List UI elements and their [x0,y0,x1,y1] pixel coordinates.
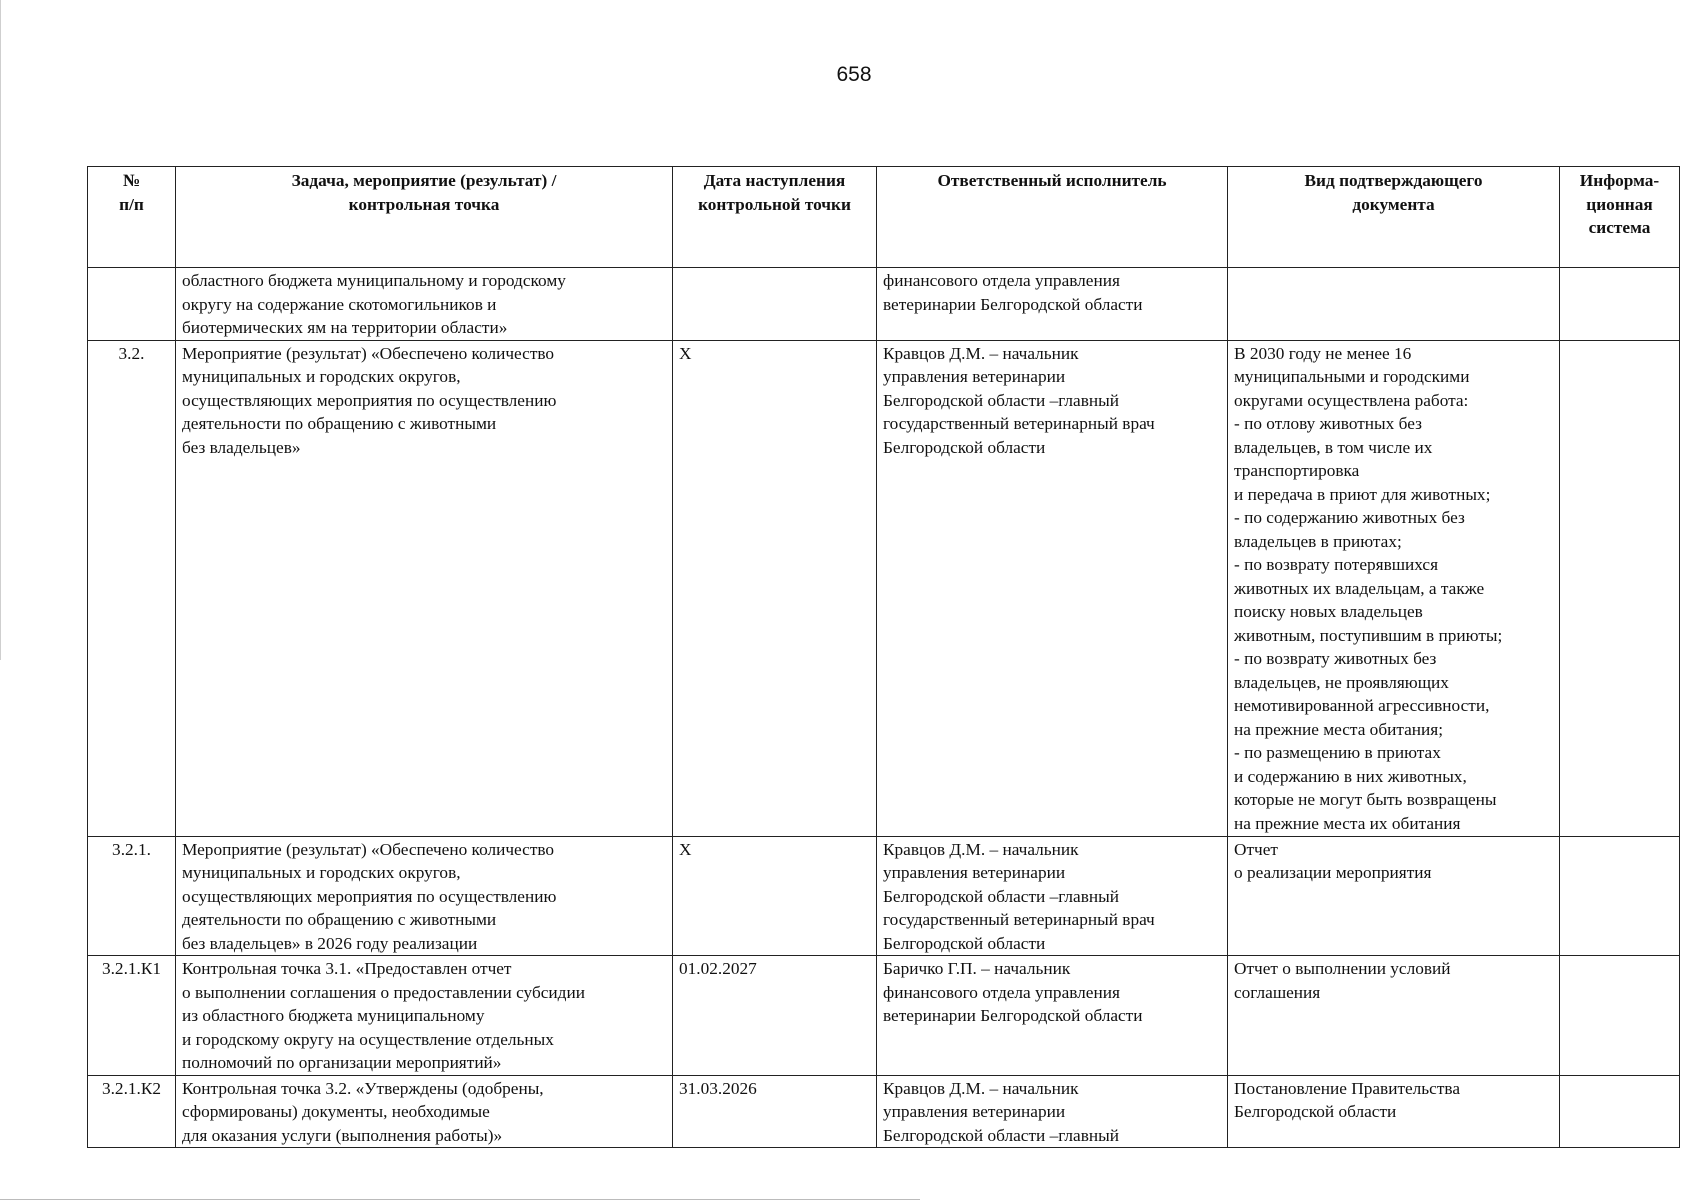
row-system [1560,836,1680,956]
row-date [673,268,877,341]
row-task: Мероприятие (результат) «Обеспечено количество муниципальных и городских округов, осуществляющих мероприятия по осуществлению деятельности по обращению с животными без владельцев» [176,340,673,836]
row-number: 3.2.1.К2 [88,1075,176,1148]
header-executor: Ответственный исполнитель [877,167,1228,268]
row-system [1560,1075,1680,1148]
row-task: областного бюджета муниципальному и городскому округу на содержание скотомогильников и биотермических ям на территории области» [176,268,673,341]
control-points-table [87,166,1680,1148]
table-header-row [88,167,1680,268]
row-task: Контрольная точка 3.2. «Утверждены (одобрены, сформированы) документы, необходимые для оказания услуги (выполнения работы)» [176,1075,673,1148]
table-row [88,268,1680,341]
header-date: Дата наступления контрольной точки [673,167,877,268]
row-system [1560,268,1680,341]
row-date: X [673,340,877,836]
table-row [88,956,1680,1076]
header-number: № п/п [88,167,176,268]
row-document [1228,268,1560,341]
table-row [88,836,1680,956]
row-executor: Кравцов Д.М. – начальник управления ветеринарии Белгородской области –главный государственный ветеринарный врач Белгородской области [877,836,1228,956]
row-document: Постановление Правительства Белгородской области [1228,1075,1560,1148]
row-document: Отчет о реализации мероприятия [1228,836,1560,956]
row-executor: Баричко Г.П. – начальник финансового отдела управления ветеринарии Белгородской области [877,956,1228,1076]
row-date: X [673,836,877,956]
row-date: 31.03.2026 [673,1075,877,1148]
table-row [88,1075,1680,1148]
row-number: 3.2.1. [88,836,176,956]
page-number: 658 [836,63,872,86]
row-executor: Кравцов Д.М. – начальник управления ветеринарии Белгородской области –главный государственный ветеринарный врач Белгородской области [877,340,1228,836]
table-row [88,340,1680,836]
row-number: 3.2.1.К1 [88,956,176,1076]
row-number: 3.2. [88,340,176,836]
row-number [88,268,176,341]
header-system: Информа- ционная система [1560,167,1680,268]
row-date: 01.02.2027 [673,956,877,1076]
header-task: Задача, мероприятие (результат) / контрольная точка [176,167,673,268]
row-task: Мероприятие (результат) «Обеспечено количество муниципальных и городских округов, осуществляющих мероприятия по осуществлению деятельности по обращению с животными без владельцев» в 2026 году реализации [176,836,673,956]
row-system [1560,340,1680,836]
row-system [1560,956,1680,1076]
row-task: Контрольная точка 3.1. «Предоставлен отчет о выполнении соглашения о предоставлении субсидии из областного бюджета муниципальному и городскому округу на осуществление отдельных полномочий по организации мероприятий» [176,956,673,1076]
row-executor: Кравцов Д.М. – начальник управления ветеринарии Белгородской области –главный [877,1075,1228,1148]
row-document: В 2030 году не менее 16 муниципальными и городскими округами осуществлена работа: - по отлову животных без владельцев, в том числе их транспортировка и передача в приют для животных; - по содержанию животных без владельцев в приютах; - по возврату потерявшихся животных их владельцам, а также поиску новых владельцев животным, поступившим в приюты; - по возврату животных без владельцев, не проявляющих немотивированной агрессивности, на прежние места обитания; - по размещению в приютах и содержанию в них животных, которые не могут быть возвращены на прежние места их обитания [1228,340,1560,836]
row-document: Отчет о выполнении условий соглашения [1228,956,1560,1076]
row-executor: финансового отдела управления ветеринарии Белгородской области [877,268,1228,341]
scan-margin-line [0,0,1,660]
header-document: Вид подтверждающего документа [1228,167,1560,268]
